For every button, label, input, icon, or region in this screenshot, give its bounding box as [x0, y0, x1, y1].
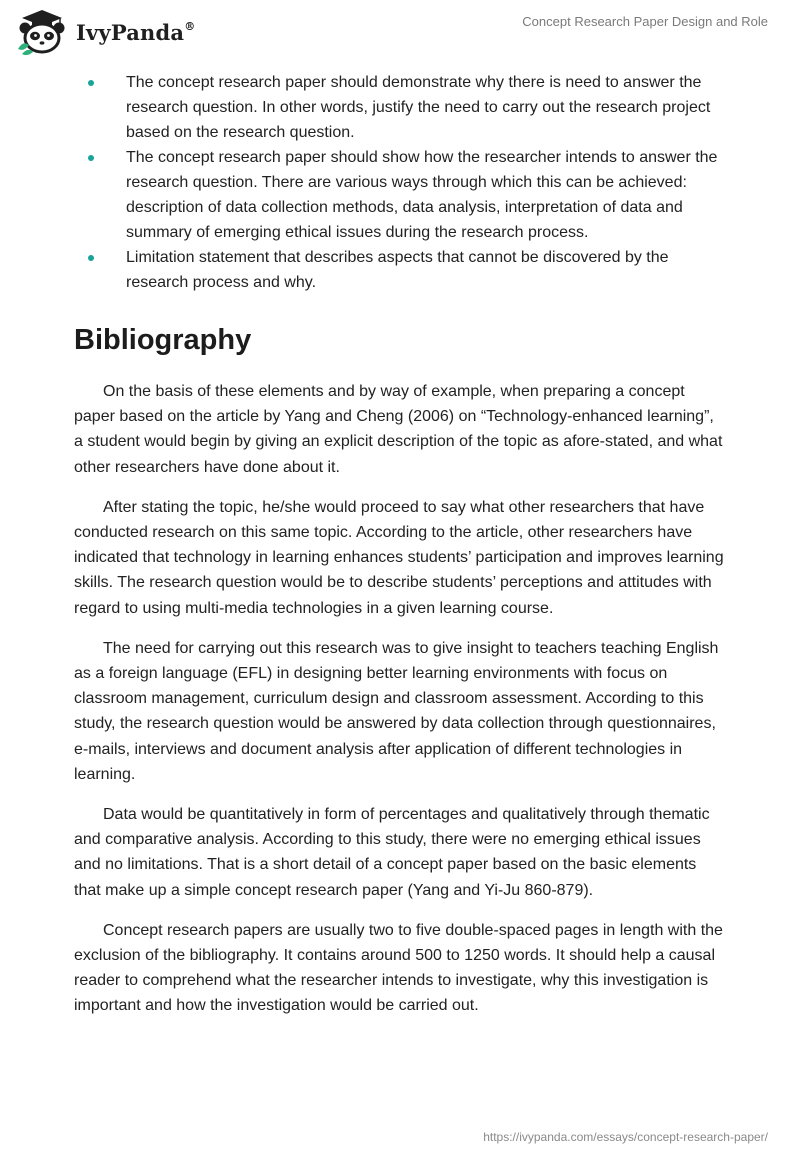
paragraph: After stating the topic, he/she would proceed to say what other researchers that have conducted research on this same topic. According to the article, other researchers have indicated that technology in learning enhances students’ participation and improves learning skills. The research question would be to describe students’ perceptions and attitudes with regard to using multi-media technologies in a given learning course. [74, 498, 724, 617]
article-body [74, 70, 724, 1034]
logo[interactable] [14, 6, 195, 58]
document-title: Concept Research Paper Design and Role [522, 14, 768, 29]
list-item [74, 145, 724, 245]
section-heading: Bibliography [74, 324, 252, 356]
panda-logo-icon [14, 7, 70, 57]
paragraph: Data would be quantitatively in form of percentages and qualitatively through thematic and comparative analysis. According to this study, there were no emerging ethical issues and no limitations. That is a short detail of a concept paper based on the basic elements that make up a simple concept research paper (Yang and Yi-Ju 860-879). [74, 806, 710, 899]
bullet-dot-icon [88, 255, 94, 261]
page-header [0, 0, 800, 64]
bullet-list [74, 70, 724, 295]
list-item-text: The concept research paper should show how the researcher intends to answer the research question. There are various ways through which this can be achieved: description of data collection methods, data analysis, interpretation of data and summary of emerging ethical issues during the research process. [126, 149, 718, 241]
list-item-text: The concept research paper should demonstrate why there is need to answer the research question. In other words, justify the need to carry out the research project based on the research question. [126, 74, 711, 141]
source-url[interactable]: https://ivypanda.com/essays/concept-research-paper/ [483, 1130, 768, 1144]
bullet-dot-icon [88, 80, 94, 86]
paragraph: On the basis of these elements and by way of example, when preparing a concept paper based on the article by Yang and Cheng (2006) on “Technology-enhanced learning”, a student would begin by giving an explicit description of the topic as afore-stated, and what other researchers have done about it. [74, 383, 723, 476]
list-item [74, 70, 724, 145]
list-item-text: Limitation statement that describes aspects that cannot be discovered by the research process and why. [126, 249, 669, 291]
paragraph: The need for carrying out this research was to give insight to teachers teaching English as a foreign language (EFL) in designing better learning environments with focus on classroom management, curriculum design and classroom assessment. According to this study, the research question would be answered by data collection through questionnaires, e-mails, interviews and document analysis after application of different technologies in learning. [74, 639, 719, 783]
bullet-dot-icon [88, 155, 94, 161]
paragraph: Concept research papers are usually two to five double-spaced pages in length with the exclusion of the bibliography. It contains around 500 to 1250 words. It should help a causal reader to comprehend what the researcher intends to investigate, why this investigation is important and how the investigation would be carried out. [74, 921, 723, 1015]
brand-name: IvyPanda® [76, 19, 196, 45]
list-item [74, 245, 724, 295]
